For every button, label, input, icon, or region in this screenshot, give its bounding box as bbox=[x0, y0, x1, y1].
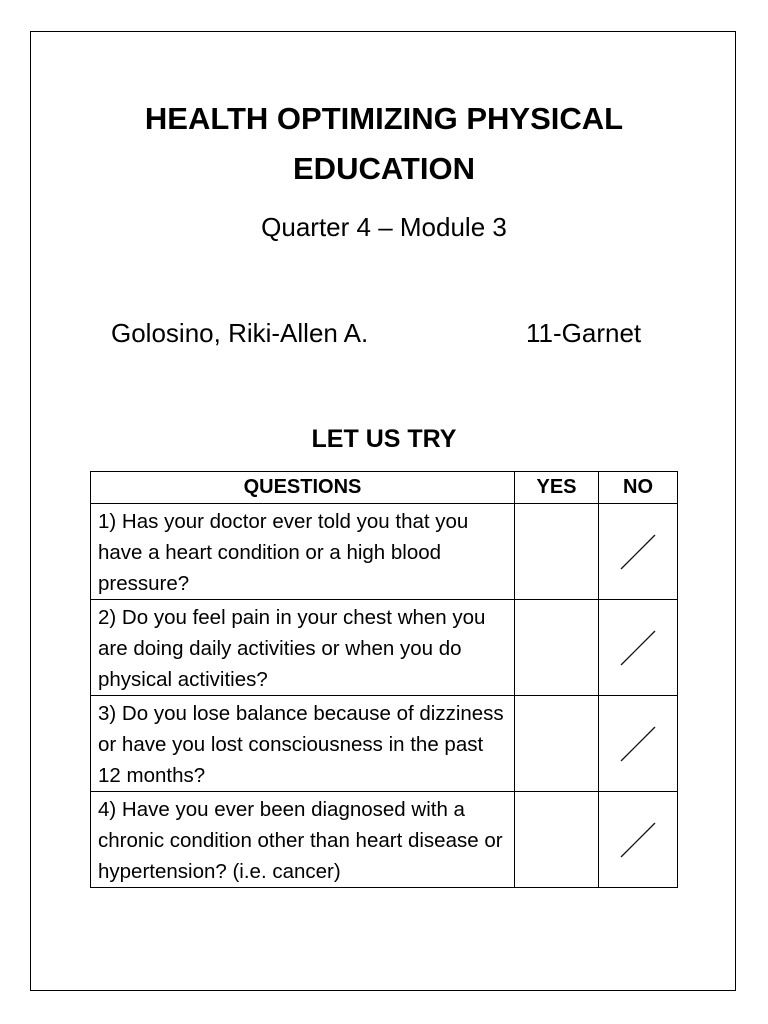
header-questions: QUESTIONS bbox=[91, 472, 515, 504]
slash-check-mark-icon bbox=[618, 628, 658, 668]
table-row bbox=[91, 792, 678, 888]
slash-check-mark-icon bbox=[618, 532, 658, 572]
yes-cell[interactable] bbox=[515, 696, 599, 792]
slash-check-mark-icon bbox=[618, 820, 658, 860]
slash-check-mark-icon bbox=[618, 724, 658, 764]
question-cell bbox=[91, 696, 515, 792]
table-row bbox=[91, 696, 678, 792]
header-yes: YES bbox=[515, 472, 599, 504]
question-text: 1) Has your doctor ever told you that you have a heart condition or a high blood pressure? bbox=[98, 510, 469, 595]
student-section: 11-Garnet bbox=[526, 318, 642, 348]
header-no: NO bbox=[599, 472, 678, 504]
document-title-line-2: EDUCATION bbox=[293, 151, 475, 186]
question-text: 3) Do you lose balance because of dizziness or have you lost consciousness in the past 12 months? bbox=[98, 702, 504, 787]
module-subtitle: Quarter 4 – Module 3 bbox=[261, 212, 507, 242]
table-header-row bbox=[91, 472, 678, 504]
question-cell bbox=[91, 600, 515, 696]
yes-cell[interactable] bbox=[515, 600, 599, 696]
student-name: Golosino, Riki-Allen A. bbox=[111, 318, 369, 348]
yes-cell[interactable] bbox=[515, 504, 599, 600]
questionnaire-table bbox=[90, 471, 678, 888]
table-row bbox=[91, 504, 678, 600]
no-cell[interactable] bbox=[599, 696, 678, 792]
question-cell bbox=[91, 504, 515, 600]
no-cell[interactable] bbox=[599, 600, 678, 696]
question-text: 4) Have you ever been diagnosed with a chronic condition other than heart disease or hypertension? (i.e. cancer) bbox=[98, 798, 503, 883]
yes-cell[interactable] bbox=[515, 792, 599, 888]
no-cell[interactable] bbox=[599, 792, 678, 888]
section-heading: LET US TRY bbox=[311, 425, 457, 453]
no-cell[interactable] bbox=[599, 504, 678, 600]
table-row bbox=[91, 600, 678, 696]
question-text: 2) Do you feel pain in your chest when you are doing daily activities or when you do physical activities? bbox=[98, 606, 486, 691]
question-cell bbox=[91, 792, 515, 888]
document-title-line-1: HEALTH OPTIMIZING PHYSICAL bbox=[144, 101, 624, 136]
